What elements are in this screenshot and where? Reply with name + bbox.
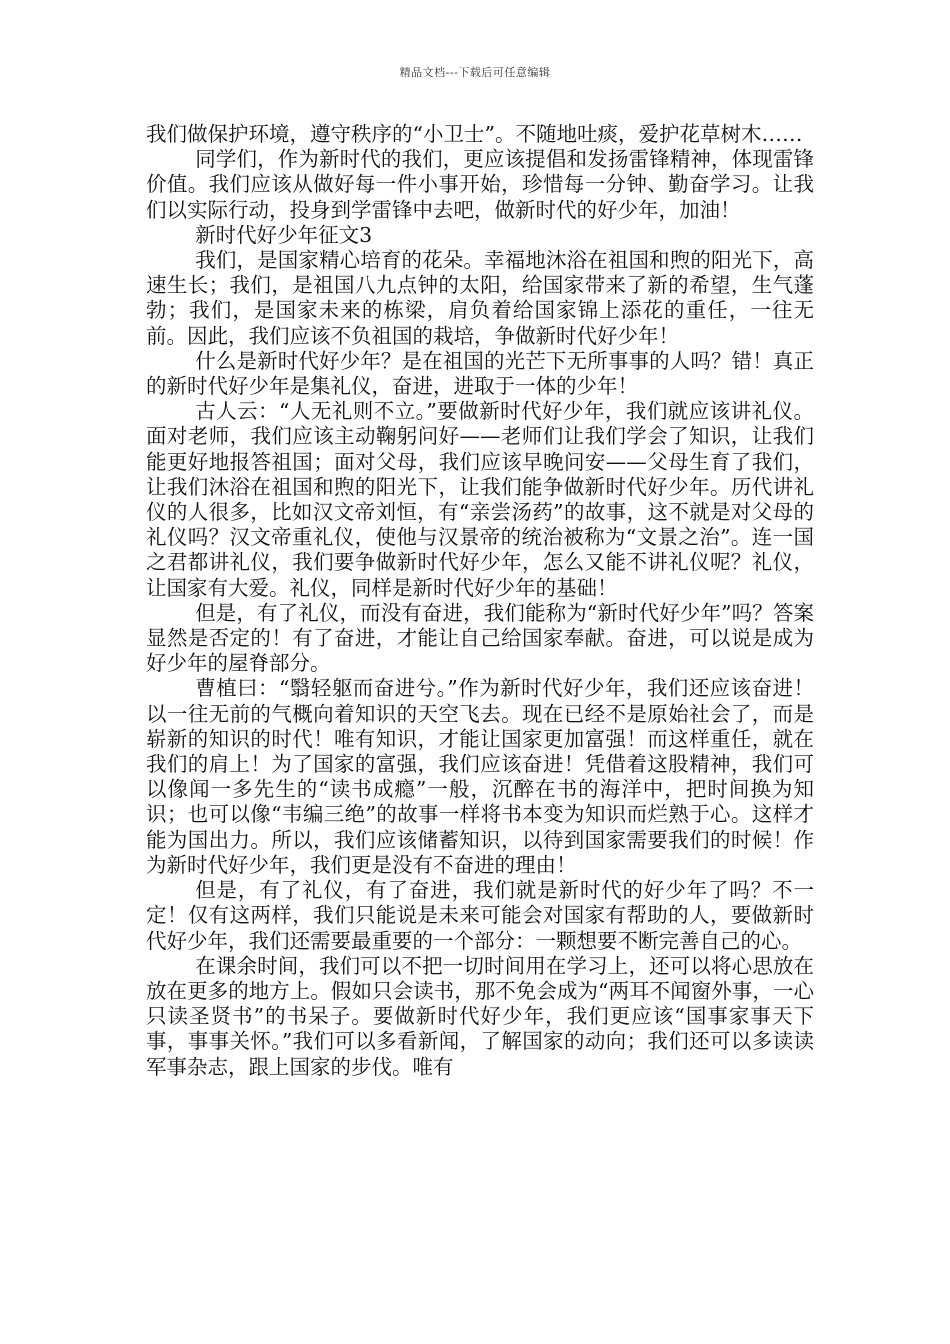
paragraph: 我们做保护环境，遵守秩序的“小卫士”。不随地吐痰，爱护花草树木…… bbox=[146, 122, 803, 146]
paragraph: 同学们，作为新时代的我们，更应该提倡和发扬雷锋精神，体现雷锋价值。我们应该从做好每一件小事开始，珍惜每一分钟、勤奋学习。让我们以实际行动，投身到学雷锋中去吧，做新时代的好少年，加油！ bbox=[146, 147, 814, 222]
paragraph: 什么是新时代好少年？是在祖国的光芒下无所事事的人吗？错！真正的新时代好少年是集礼仪，奋进，进取于一体的少年！ bbox=[146, 348, 814, 399]
paragraph: 在课余时间，我们可以不把一切时间用在学习上，还可以将心思放在放在更多的地方上。假如只会读书，那不免会成为“两耳不闻窗外事，一心只读圣贤书”的书呆子。要做新时代好少年，我们更应该“国事家事天下事，事事关怀。”我们可以多看新闻，了解国家的动向；我们还可以多读读军事杂志，跟上国家的步伐。唯有 bbox=[146, 953, 814, 1079]
paragraph: 曹植曰：“翳轻躯而奋进兮。”作为新时代好少年，我们还应该奋进！以一往无前的气概向着知识的天空飞去。现在已经不是原始社会了，而是崭新的知识的时代！唯有知识，才能让国家更加富强！而这样重任，就在我们的肩上！为了国家的富强，我们应该奋进！凭借着这股精神，我们可以像闻一多先生的“读书成瘾”一般，沉醉在书的海洋中，把时间换为知识；也可以像“韦编三绝”的故事一样将书本变为知识而烂熟于心。这样才能为国出力。所以，我们应该储蓄知识，以待到国家需要我们的时候！作为新时代好少年，我们更是没有不奋进的理由！ bbox=[146, 676, 814, 877]
paragraph: 但是，有了礼仪，而没有奋进，我们能称为“新时代好少年”吗？答案显然是否定的！有了奋进，才能让自己给国家奉献。奋进，可以说是成为好少年的屋脊部分。 bbox=[146, 600, 814, 676]
section-heading: 新时代好少年征文3 bbox=[195, 222, 373, 247]
paragraph: 古人云：“人无礼则不立。”要做新时代好少年，我们就应该讲礼仪。面对老师，我们应该主动鞠躬问好——老师们让我们学会了知识，让我们能更好地报答祖国；面对父母，我们应该早晚问安——父母生育了我们，让我们沐浴在祖国和煦的阳光下，让我们能争做新时代好少年。历代讲礼仪的人很多，比如汉文帝刘恒，有“亲尝汤药”的故事，这不就是对父母的礼仪吗？汉文帝重礼仪，使他与汉景帝的统治被称为“文景之治”。连一国之君都讲礼仪，我们要争做新时代好少年，怎么又能不讲礼仪呢？礼仪，让国家有大爱。礼仪，同样是新时代好少年的基础！ bbox=[146, 399, 814, 600]
paragraph: 我们，是国家精心培育的花朵。幸福地沐浴在祖国和煦的阳光下，高速生长；我们，是祖国八九点钟的太阳，给国家带来了新的希望，生气蓬勃；我们，是国家未来的栋梁，肩负着给国家锦上添花的重任，一往无前。因此，我们应该不负祖国的栽培，争做新时代好少年！ bbox=[146, 248, 814, 348]
page-header: 精品文档---下载后可任意编辑 bbox=[399, 66, 551, 79]
paragraph: 但是，有了礼仪，有了奋进，我们就是新时代的好少年了吗？不一定！仅有这两样，我们只能说是未来可能会对国家有帮助的人，要做新时代好少年，我们还需要最重要的一个部分：一颗想要不断完善自己的心。 bbox=[146, 878, 814, 953]
document-body bbox=[146, 122, 814, 1080]
